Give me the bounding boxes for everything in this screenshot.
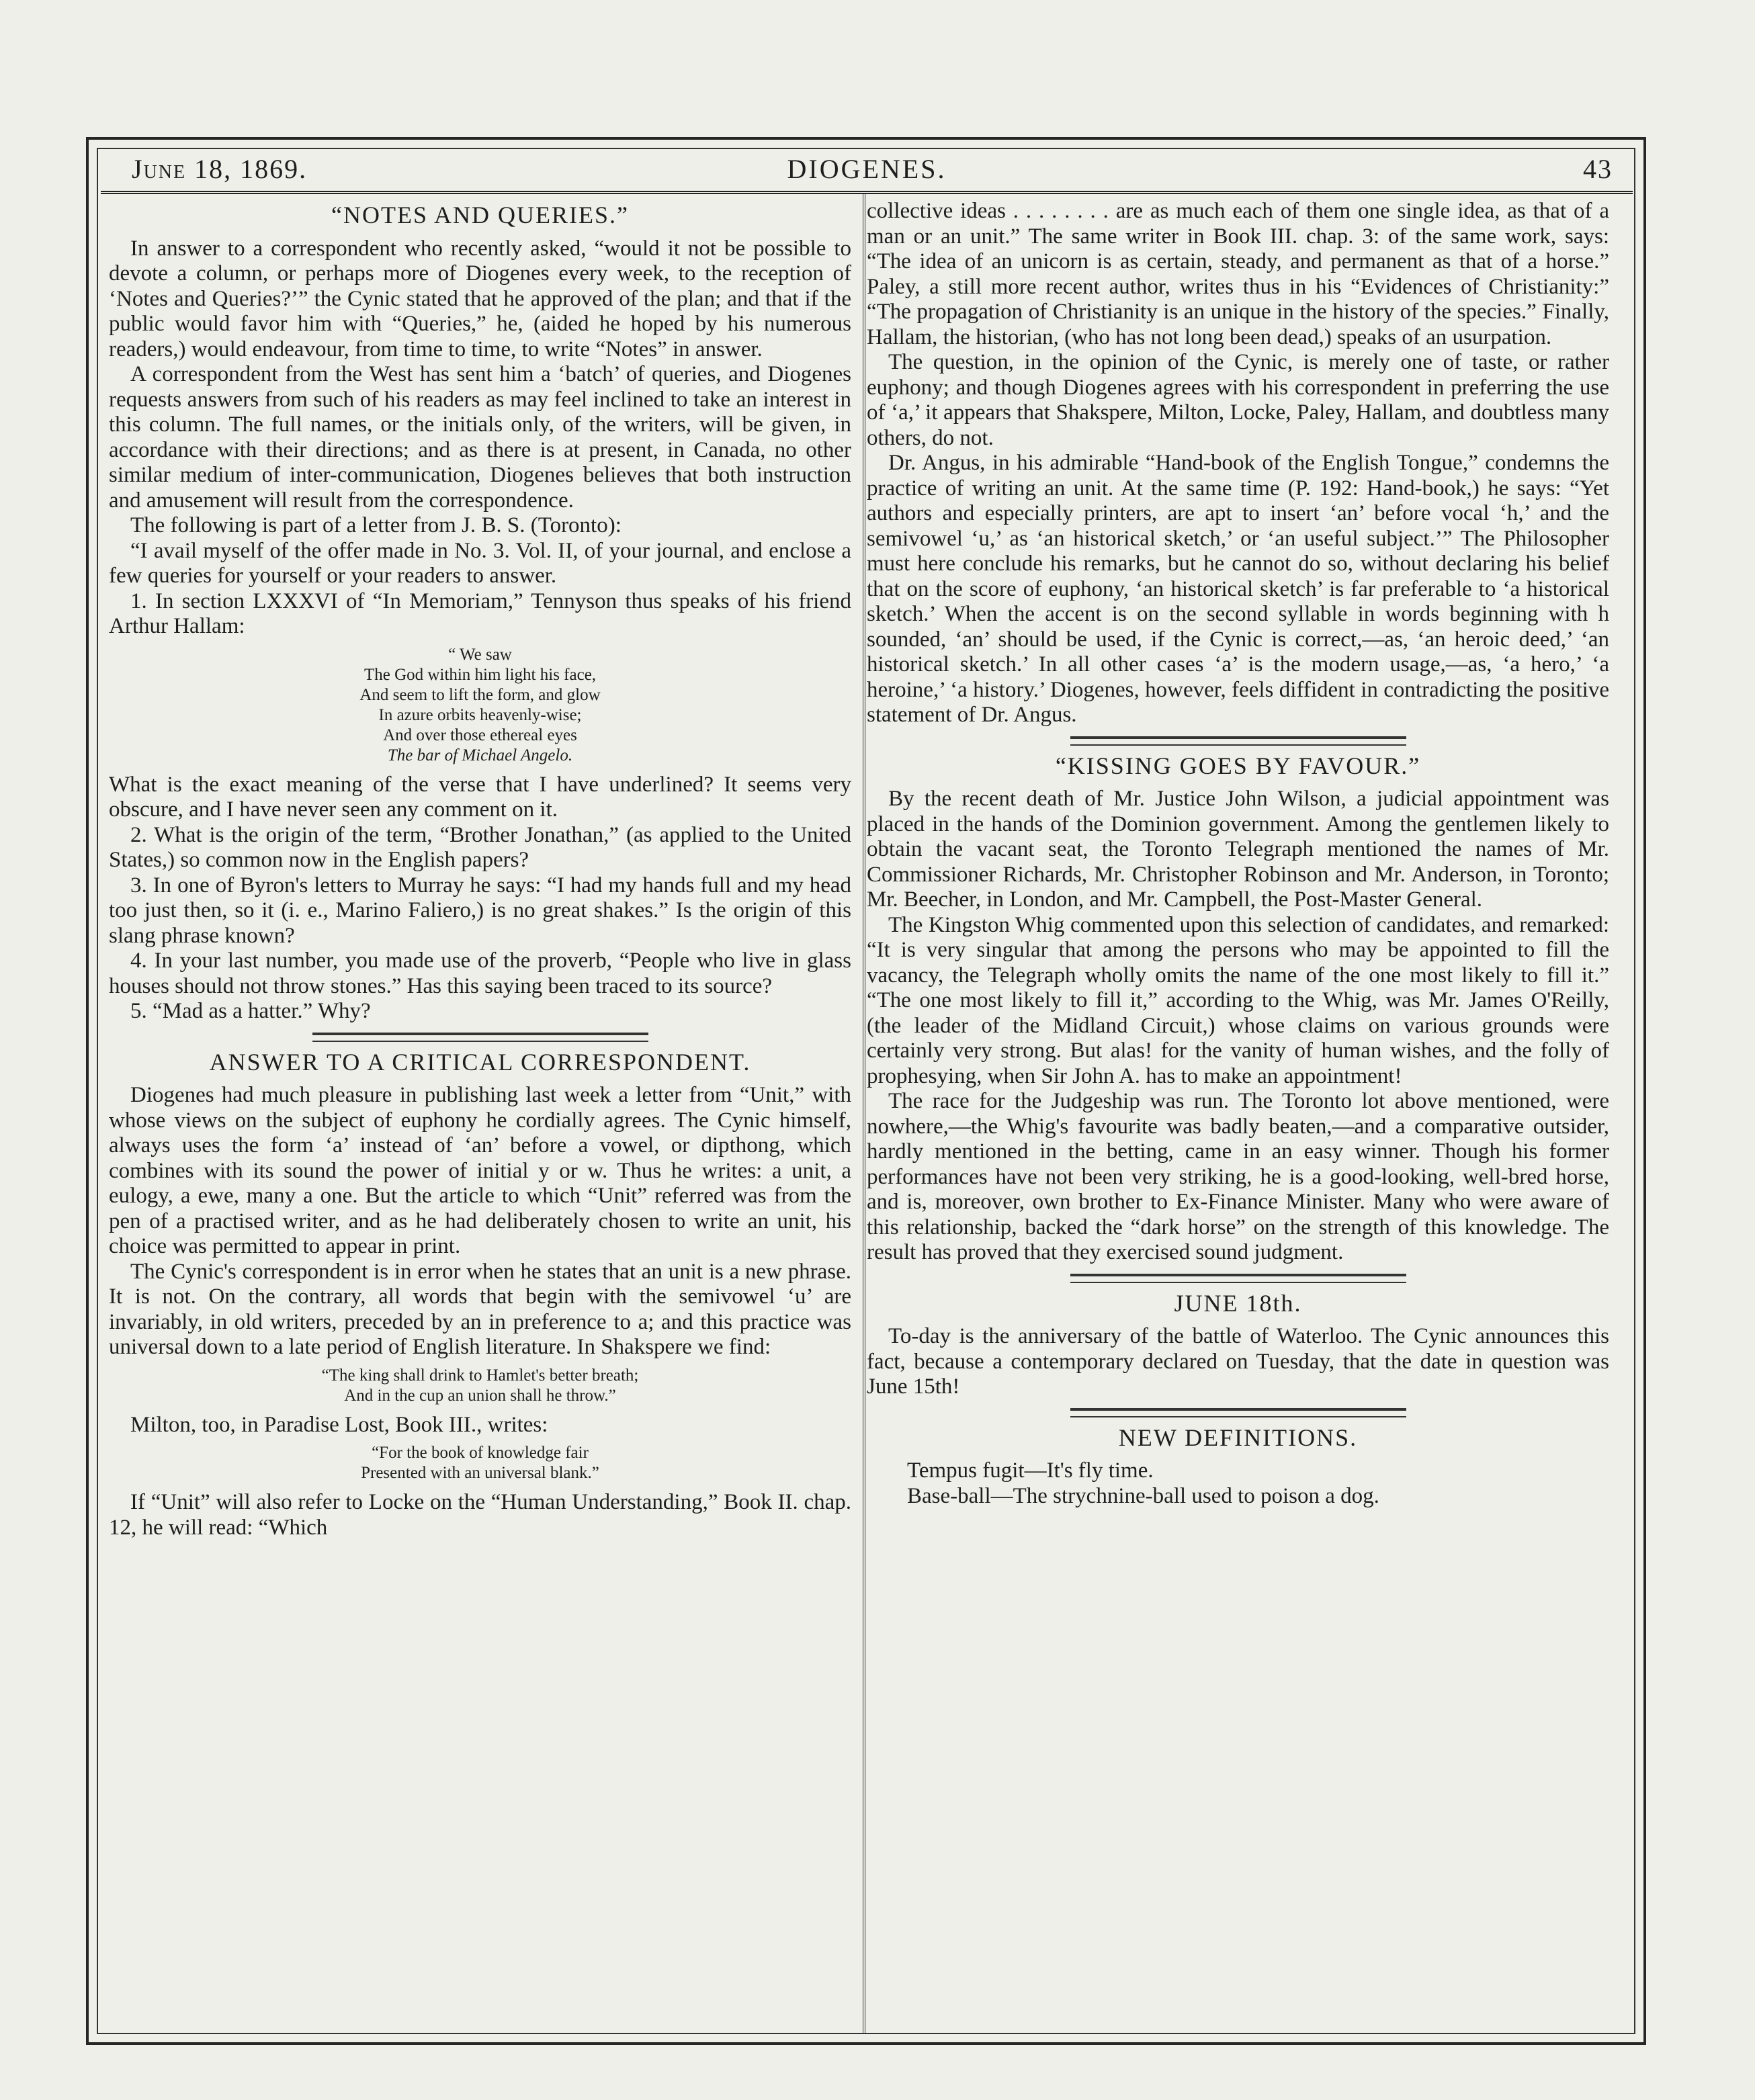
definitions-heading: NEW DEFINITIONS.: [1118, 1424, 1358, 1451]
notes-paragraph: The following is part of a letter from J. B. S. (Toronto):: [130, 513, 622, 537]
milton-verse: [109, 1443, 851, 1483]
june-heading: JUNE 18th.: [1174, 1289, 1302, 1317]
definition-item: Tempus fugit—It's fly time.: [907, 1458, 1154, 1483]
notes-paragraph: “I avail myself of the offer made in No. 3. Vol. II, of your journal, and enclose a few queries for yourself or your readers to answer.: [109, 538, 851, 588]
verse-line: And seem to lift the form, and glow: [359, 685, 601, 704]
answer-paragraph: Diogenes had much pleasure in publishing last week a letter from “Unit,” with whose views on the subject of euphony he cordially agrees. The Cynic himself, always uses the form ‘a’ instead of ‘an’ before a vowel, or dipthong, which combines with its sound the power of initial y or w. Thus he writes: a unit, a eulogy, a ewe, many a one. But the article to which “Unit” referred was from the pen of a practised writer, and as he had deliberately chosen to write an unit, his choice was permitted to appear in print.: [109, 1083, 851, 1258]
answer-paragraph: Milton, too, in Paradise Lost, Book III., writes:: [130, 1412, 548, 1437]
page-number: 43: [1583, 154, 1613, 184]
masthead-title: DIOGENES.: [787, 154, 947, 184]
verse-line: “The king shall drink to Hamlet's better breath;: [321, 1366, 639, 1385]
june-paragraph: To-day is the anniversary of the battle of Waterloo. The Cynic announces this fact, because a contemporary declared on Tuesday, that the date in question was June 15th!: [867, 1324, 1609, 1399]
tennyson-verse: [109, 645, 851, 766]
answer-continued-paragraph: Dr. Angus, in his admirable “Hand-book of the English Tongue,” condemns the practice of writing an unit. At the same time (P. 192: Hand-book,) he says: “Yet authors and especially printers, are apt to insert ‘an’ before vocal ‘h,’ and the semivowel ‘u,’ as ‘an historical sketch,’ or ‘an useful subject.’” The Philosopher must here conclude his remarks, but he cannot do so, without declaring his belief that on the score of euphony, ‘an historical sketch’ is far preferable to ‘a historical sketch.’ When the accent is on the second syllable in words beginning with h sounded, ‘an’ should be used, if the Cynic is correct,—as, ‘an heroic deed,’ ‘an historical sketch.’ In all other cases ‘a’ is the modern usage,—as, ‘a hero,’ ‘a heroine,’ ‘a history.’ Diogenes, however, feels diffident in contradicting the positive statement of Dr. Angus.: [867, 451, 1609, 727]
verse-line: And in the cup an union shall he throw.”: [344, 1386, 616, 1405]
answer-continued-paragraph: collective ideas . . . . . . . . are as much each of them one single idea, as that of a man or an unit.” The same writer in Book III. chap. 3: of the same work, says: “The idea of an unicorn is as certain, steady, and permanent as that of a horse.” Paley, a still more recent author, writes thus in his “Evidences of Christianity:” “The propagation of Christianity is an unique in the history of the species.” Finally, Hallam, the historian, (who has not long been dead,) speaks of an usurpation.: [867, 199, 1609, 349]
definitions-list: [867, 1458, 1609, 1509]
query-item: 5. “Mad as a hatter.” Why?: [130, 999, 371, 1023]
issue-date: June 18, 1869.: [132, 154, 308, 184]
verse-line: “ We saw: [448, 645, 512, 664]
verse-line: Presented with an universal blank.”: [361, 1464, 599, 1482]
page-header: [101, 144, 1633, 187]
header-rule: [101, 191, 1633, 194]
verse-line: The God within him light his face,: [363, 665, 597, 684]
notes-heading: “NOTES AND QUERIES.”: [331, 202, 629, 228]
verse-line: “For the book of knowledge fair: [372, 1444, 589, 1462]
query-item: 4. In your last number, you made use of the proverb, “People who live in glass houses should not throw stones.” Has this saying been traced to its source?: [109, 949, 851, 998]
query-list: [109, 589, 851, 1024]
notes-paragraph: In answer to a correspondent who recently asked, “would it not be possible to devote a column, or perhaps more of Diogenes every week, to the reception of ‘Notes and Queries?’” the Cynic stated that he approved of the plan; and that if the public would favor him with “Queries,” he, (aided he hoped by his numerous readers,) would endeavour, from time to time, to write “Notes” in answer.: [109, 236, 851, 361]
query-item: 1. In section LXXXVI of “In Memoriam,” Tennyson thus speaks of his friend Arthur Hallam:: [109, 588, 851, 638]
section-rule: [1070, 1408, 1406, 1417]
kissing-paragraph: The race for the Judgeship was run. The Toronto lot above mentioned, were nowhere,—the Whig's favourite was badly beaten,—and a comparative outsider, hardly mentioned in the betting, came in an easy winner. Though his former performances have not been very striking, he is a good-looking, well-bred horse, and is, moreover, own brother to Ex-Finance Minister. Many who were aware of this relationship, backed the “dark horse” on the strength of this knowledge. The result has proved that they exercised sound judgment.: [867, 1089, 1609, 1264]
query-item: What is the exact meaning of the verse that I have underlined? It seems very obscure, and I have never seen any comment on it.: [109, 772, 851, 822]
answer-continued-paragraph: The question, in the opinion of the Cynic, is merely one of taste, or rather euphony; and though Diogenes agrees with his correspondent in preferring the use of ‘a,’ it appears that Shakspere, Milton, Locke, Paley, Hallam, and doubtless many others, do not.: [867, 350, 1609, 450]
verse-line: The bar of Michael Angelo.: [387, 746, 573, 764]
query-item: 2. What is the origin of the term, “Brother Jonathan,” (as applied to the United States,) so common now in the English papers?: [109, 822, 851, 872]
verse-line: And over those ethereal eyes: [383, 726, 577, 744]
answer-heading: ANSWER TO A CRITICAL CORRESPONDENT.: [209, 1048, 751, 1076]
answer-paragraph: If “Unit” will also refer to Locke on the “Human Understanding,” Book II. chap. 12, he will read: “Which: [109, 1490, 851, 1540]
definition-item: Base-ball—The strychnine-ball used to poison a dog.: [907, 1483, 1379, 1508]
right-column: [867, 199, 1609, 1509]
verse-line: In azure orbits heavenly-wise;: [378, 705, 582, 724]
left-column: [109, 199, 851, 1540]
section-rule: [1070, 736, 1406, 746]
answer-paragraph: The Cynic's correspondent is in error when he states that an unit is a new phrase. It is not. On the contrary, all words that begin with the semivowel ‘u’ are invariably, in old writers, preceded by an in preference to a; and this practice was universal down to a late period of English literature. In Shakspere we find:: [109, 1259, 851, 1359]
notes-paragraph: A correspondent from the West has sent him a ‘batch’ of queries, and Diogenes requests answers from such of his readers as may feel inclined to take an interest in this column. The full names, or the initials only, of the writers, will be given, in accordance with their directions; and as there is at present, in Canada, no other similar medium of inter-communication, Diogenes believes that both instruction and amusement will result from the correspondence.: [109, 362, 851, 513]
column-divider: [863, 193, 865, 2034]
section-rule: [312, 1033, 648, 1042]
shakspere-verse: [109, 1366, 851, 1406]
section-rule: [1070, 1274, 1406, 1283]
query-item: 3. In one of Byron's letters to Murray he says: “I had my hands full and my head too just then, so it (i. e., Marino Faliero,) is no great shakes.” Is the origin of this slang phrase known?: [109, 873, 851, 948]
kissing-heading: “KISSING GOES BY FAVOUR.”: [1055, 752, 1421, 779]
kissing-paragraph: The Kingston Whig commented upon this selection of candidates, and remarked: “It is very singular that among the persons who may be appointed to fill the vacancy, the Telegraph wholly omits the name of the one most likely to fill it.” “The one most likely to fill it,” according to the Whig, was Mr. James O'Reilly, (the leader of the Midland Circuit,) whose claims on various grounds were certainly very strong. But alas! for the vanity of human wishes, and the folly of prophesying, when Sir John A. has to make an appointment!: [867, 912, 1609, 1088]
kissing-paragraph: By the recent death of Mr. Justice John Wilson, a judicial appointment was placed in the hands of the Dominion government. Among the gentlemen likely to obtain the vacant seat, the Toronto Telegraph mentioned the names of Mr. Commissioner Richards, Mr. Christopher Robinson and Mr. Anderson, in Toronto; Mr. Beecher, in London, and Mr. Campbell, the Post-Master General.: [867, 787, 1609, 912]
